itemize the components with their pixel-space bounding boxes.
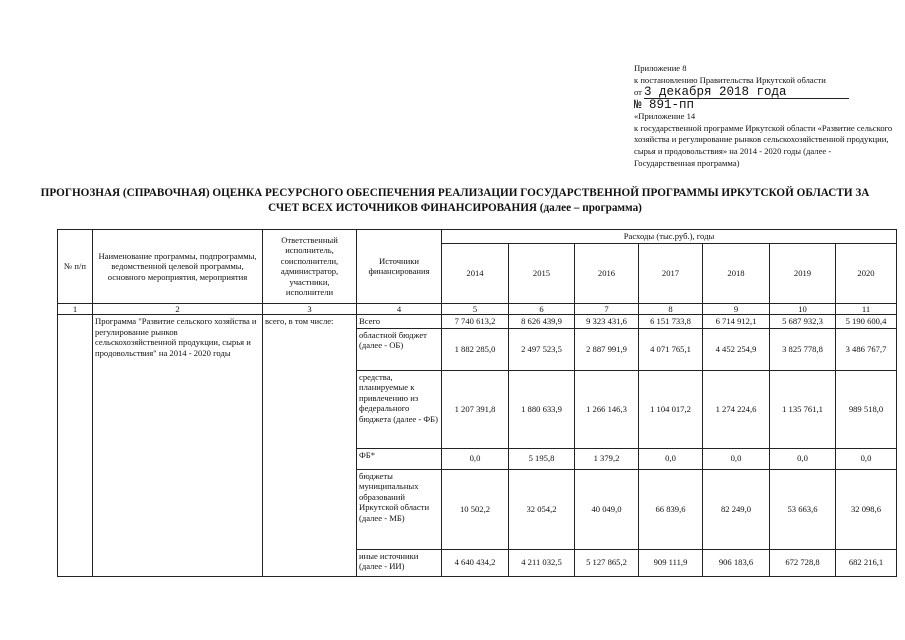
value-cell: 909 111,9 bbox=[639, 549, 703, 576]
value-cell: 66 839,6 bbox=[639, 469, 703, 549]
column-index-row bbox=[58, 303, 897, 315]
header-num: № п/п bbox=[58, 230, 93, 304]
value-cell: 40 049,0 bbox=[575, 469, 639, 549]
value-cell: 0,0 bbox=[442, 448, 509, 469]
value-cell: 989 518,0 bbox=[836, 370, 897, 448]
header-year: 2018 bbox=[703, 243, 770, 303]
value-cell: 9 323 431,6 bbox=[575, 315, 639, 329]
value-cell: 6 151 733,8 bbox=[639, 315, 703, 329]
index-cell: 10 bbox=[770, 303, 836, 315]
value-cell: 1 880 633,9 bbox=[509, 370, 575, 448]
value-cell: 5 190 600,4 bbox=[836, 315, 897, 329]
value-cell: 32 054,2 bbox=[509, 469, 575, 549]
value-cell: 3 825 778,8 bbox=[770, 328, 836, 370]
source-cell: бюджеты муниципальных образований Иркутской области (далее - МБ) bbox=[357, 469, 442, 549]
value-cell: 1 135 761,1 bbox=[770, 370, 836, 448]
value-cell: 32 098,6 bbox=[836, 469, 897, 549]
index-cell: 8 bbox=[639, 303, 703, 315]
value-cell: 1 882 285,0 bbox=[442, 328, 509, 370]
value-cell: 0,0 bbox=[836, 448, 897, 469]
value-cell: 1 266 146,3 bbox=[575, 370, 639, 448]
header-expenses: Расходы (тыс.руб.), годы bbox=[442, 230, 897, 244]
value-cell: 4 211 032,5 bbox=[509, 549, 575, 576]
appendix-date: 3 декабря 2018 года bbox=[644, 86, 849, 99]
value-cell: 10 502,2 bbox=[442, 469, 509, 549]
value-cell: 7 740 613,2 bbox=[442, 315, 509, 329]
source-cell: областной бюджет (далее - ОБ) bbox=[357, 328, 442, 370]
source-cell: иные источники (далее - ИИ) bbox=[357, 549, 442, 576]
document-title: ПРОГНОЗНАЯ (СПРАВОЧНАЯ) ОЦЕНКА РЕСУРСНОГО ОБЕСПЕЧЕНИЯ РЕАЛИЗАЦИИ ГОСУДАРСТВЕННОЙ ПРОГРАММЫ ИРКУТСКОЙ ОБЛАСТИ ЗА СЧЕТ ВСЕХ ИСТОЧНИКОВ ФИНАНСИРОВАНИЯ (далее – программа) bbox=[40, 187, 870, 214]
appendix-line-6: к государственной программе Иркутской области «Развитие сельского хозяйства и регулирование рынков сельскохозяйственной продукции, сырья и продовольствия» на 2014 - 2020 годы (далее - Государственная программа) bbox=[634, 122, 893, 168]
value-cell: 2 497 523,5 bbox=[509, 328, 575, 370]
value-cell: 4 640 434,2 bbox=[442, 549, 509, 576]
row-number-cell bbox=[58, 315, 93, 577]
header-executor: Ответственный исполнитель, соисполнители, администратор, участники, исполнители bbox=[263, 230, 357, 304]
index-cell: 1 bbox=[58, 303, 93, 315]
value-cell: 0,0 bbox=[639, 448, 703, 469]
value-cell: 4 071 765,1 bbox=[639, 328, 703, 370]
executor-cell: всего, в том числе: bbox=[263, 315, 357, 577]
header-name: Наименование программы, подпрограммы, ведомственной целевой программы, основного мероприятия, мероприятия bbox=[93, 230, 263, 304]
appendix-number: № 891-пп bbox=[634, 98, 695, 113]
value-cell: 6 714 912,1 bbox=[703, 315, 770, 329]
value-cell: 53 663,6 bbox=[770, 469, 836, 549]
value-cell: 5 195,8 bbox=[509, 448, 575, 469]
funding-table bbox=[57, 229, 897, 577]
index-cell: 7 bbox=[575, 303, 639, 315]
index-cell: 5 bbox=[442, 303, 509, 315]
value-cell: 1 379,2 bbox=[575, 448, 639, 469]
appendix-line-2: к постановлению Правительства Иркутской области bbox=[634, 74, 826, 85]
value-cell: 1 274 224,6 bbox=[703, 370, 770, 448]
value-cell: 5 687 932,3 bbox=[770, 315, 836, 329]
source-cell: средства, планируемые к привлечению из федерального бюджета (далее - ФБ) bbox=[357, 370, 442, 448]
header-year: 2016 bbox=[575, 243, 639, 303]
index-cell: 3 bbox=[263, 303, 357, 315]
value-cell: 4 452 254,9 bbox=[703, 328, 770, 370]
value-cell: 8 626 439,9 bbox=[509, 315, 575, 329]
value-cell: 2 887 991,9 bbox=[575, 328, 639, 370]
header-year: 2019 bbox=[770, 243, 836, 303]
index-cell: 2 bbox=[93, 303, 263, 315]
value-cell: 0,0 bbox=[770, 448, 836, 469]
header-year: 2020 bbox=[836, 243, 897, 303]
value-cell: 672 728,8 bbox=[770, 549, 836, 576]
value-cell: 3 486 767,7 bbox=[836, 328, 897, 370]
header-year: 2017 bbox=[639, 243, 703, 303]
index-cell: 4 bbox=[357, 303, 442, 315]
value-cell: 682 216,1 bbox=[836, 549, 897, 576]
header-year: 2015 bbox=[509, 243, 575, 303]
value-cell: 5 127 865,2 bbox=[575, 549, 639, 576]
value-cell: 0,0 bbox=[703, 448, 770, 469]
appendix-line-1: Приложение 8 bbox=[634, 63, 687, 73]
index-cell: 9 bbox=[703, 303, 770, 315]
appendix-line-5: «Приложение 14 bbox=[634, 111, 696, 122]
index-cell: 6 bbox=[509, 303, 575, 315]
source-cell: Всего bbox=[357, 315, 442, 329]
program-name-cell: Программа "Развитие сельского хозяйства и регулирование рынков сельскохозяйственной продукции, сырья и продовольствия" на 2014 - 2020 годы bbox=[93, 315, 263, 577]
date-prefix: от bbox=[634, 87, 642, 98]
index-cell: 11 bbox=[836, 303, 897, 315]
table-row bbox=[58, 315, 897, 329]
value-cell: 82 249,0 bbox=[703, 469, 770, 549]
value-cell: 1 104 017,2 bbox=[639, 370, 703, 448]
header-sources: Источники финансирования bbox=[357, 230, 442, 304]
value-cell: 906 183,6 bbox=[703, 549, 770, 576]
appendix-header bbox=[634, 63, 894, 169]
header-year: 2014 bbox=[442, 243, 509, 303]
value-cell: 1 207 391,8 bbox=[442, 370, 509, 448]
source-cell: ФБ* bbox=[357, 448, 442, 469]
